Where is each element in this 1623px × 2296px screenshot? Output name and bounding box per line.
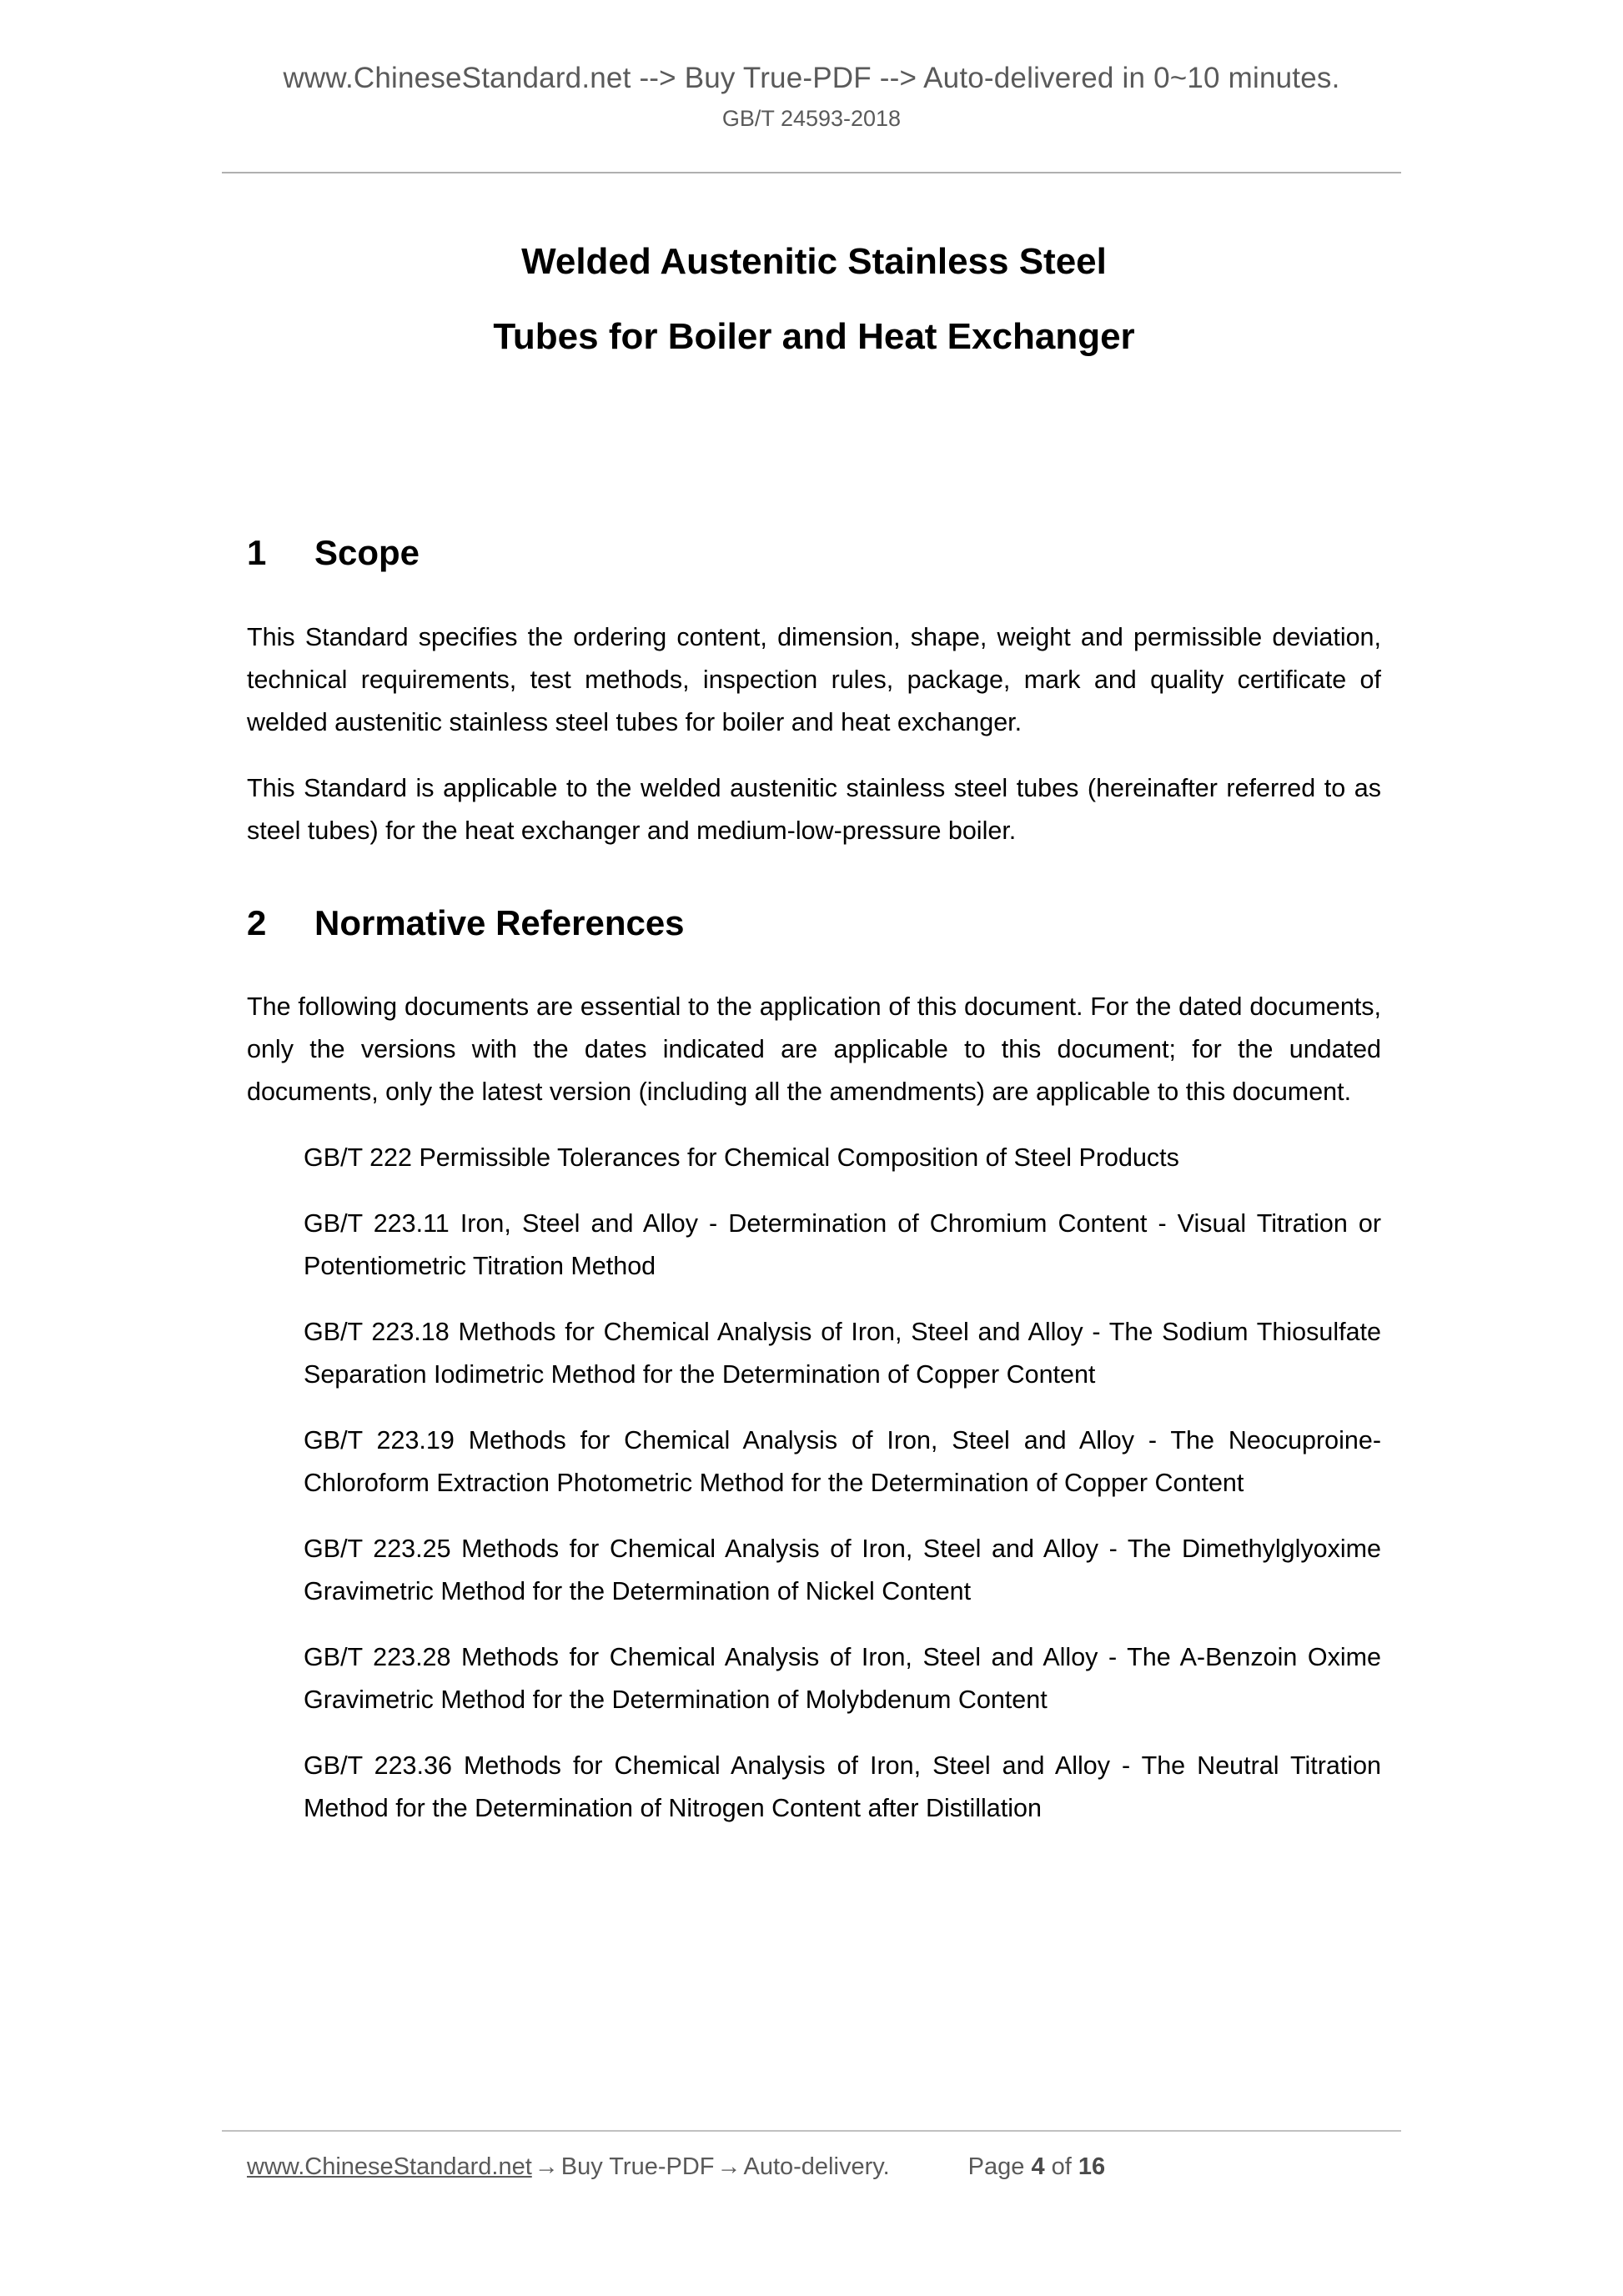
list-item: GB/T 222 Permissible Tolerances for Chemical Composition of Steel Products [304,1143,1179,1173]
spacer [247,1113,1381,1137]
arrow-right-icon: → [534,2153,559,2180]
spacer [247,946,1381,986]
current-page-number: 4 [1031,2153,1045,2180]
header-divider [222,172,1401,173]
header-promo-text: www.ChineseStandard.net --> Buy True-PDF --> Auto-delivered in 0~10 minutes. [283,62,1340,94]
list-item: GB/T 223.28 Methods for Chemical Analysis of Iron, Steel and Alloy - The A-Benzoin Oxime Gravimetric Method for the Determination of Molybdenum Content [304,1643,1381,1715]
section-number: 1 [247,533,267,572]
section-number: 2 [247,902,267,942]
section-title: Scope [314,533,420,572]
total-page-number: 16 [1078,2153,1106,2180]
section-heading-scope [247,530,1381,576]
paragraph: This Standard specifies the ordering content, dimension, shape, weight and permissible deviation, technical requirements, test methods, inspection rules, package, mark and quality certificate of welded austenitic stainless steel tubes for boiler and heat exchanger. [247,622,1381,736]
normative-reference-list [247,1137,1381,1830]
title-line-1: Welded Austenitic Stainless Steel [521,241,1107,282]
page-number-indicator [968,2153,1106,2181]
spacer [247,744,1381,767]
of-label: of [1051,2153,1072,2180]
page-header [0,60,1623,133]
footer-promo [247,2153,890,2181]
footer-url-link[interactable]: www.ChineseStandard.net [247,2153,532,2180]
list-item: GB/T 223.19 Methods for Chemical Analysis of Iron, Steel and Alloy - The Neocuproine-Chloroform Extraction Photometric Method for the Determination of Copper Content [304,1426,1381,1498]
spacer [247,1613,1381,1636]
paragraph: The following documents are essential to the application of this document. For the dated documents, only the versions with the dates indicated are applicable to this document; for the undated documents, only the latest version (including all the amendments) are applicable to this document. [247,992,1381,1107]
title-line-2: Tubes for Boiler and Heat Exchanger [493,316,1135,358]
spacer [247,576,1381,616]
paragraph: This Standard is applicable to the welded austenitic stainless steel tubes (hereinafter referred to as steel tubes) for the heat exchanger and medium-low-pressure boiler. [247,773,1381,845]
list-item: GB/T 223.11 Iron, Steel and Alloy - Determination of Chromium Content - Visual Titration or Potentiometric Titration Method [304,1209,1381,1281]
document-body [247,530,1381,1830]
footer-divider [222,2130,1401,2132]
footer-buy-text: Buy True-PDF [560,2153,715,2180]
footer-delivery-text: Auto-delivery. [743,2153,890,2180]
spacer [247,1179,1381,1203]
list-item: GB/T 223.36 Methods for Chemical Analysis of Iron, Steel and Alloy - The Neutral Titration Method for the Determination of Nitrogen Content after Distillation [304,1751,1381,1823]
header-standard-code: GB/T 24593-2018 [721,105,902,131]
spacer [247,1396,1381,1419]
page-label: Page [967,2153,1025,2180]
page-footer [247,2153,1381,2181]
spacer [247,1505,1381,1528]
section-title: Normative References [314,902,685,942]
spacer [247,1721,1381,1745]
section-heading-normative-references [247,901,1381,947]
list-item: GB/T 223.25 Methods for Chemical Analysis of Iron, Steel and Alloy - The Dimethylglyoxime Gravimetric Method for the Determination of Nickel Content [304,1535,1381,1606]
spacer [247,852,1381,901]
spacer [247,1288,1381,1311]
page-title [247,234,1381,365]
arrow-right-icon: → [716,2153,741,2180]
list-item: GB/T 223.18 Methods for Chemical Analysis of Iron, Steel and Alloy - The Sodium Thiosulfate Separation Iodimetric Method for the Determination of Copper Content [304,1318,1381,1389]
